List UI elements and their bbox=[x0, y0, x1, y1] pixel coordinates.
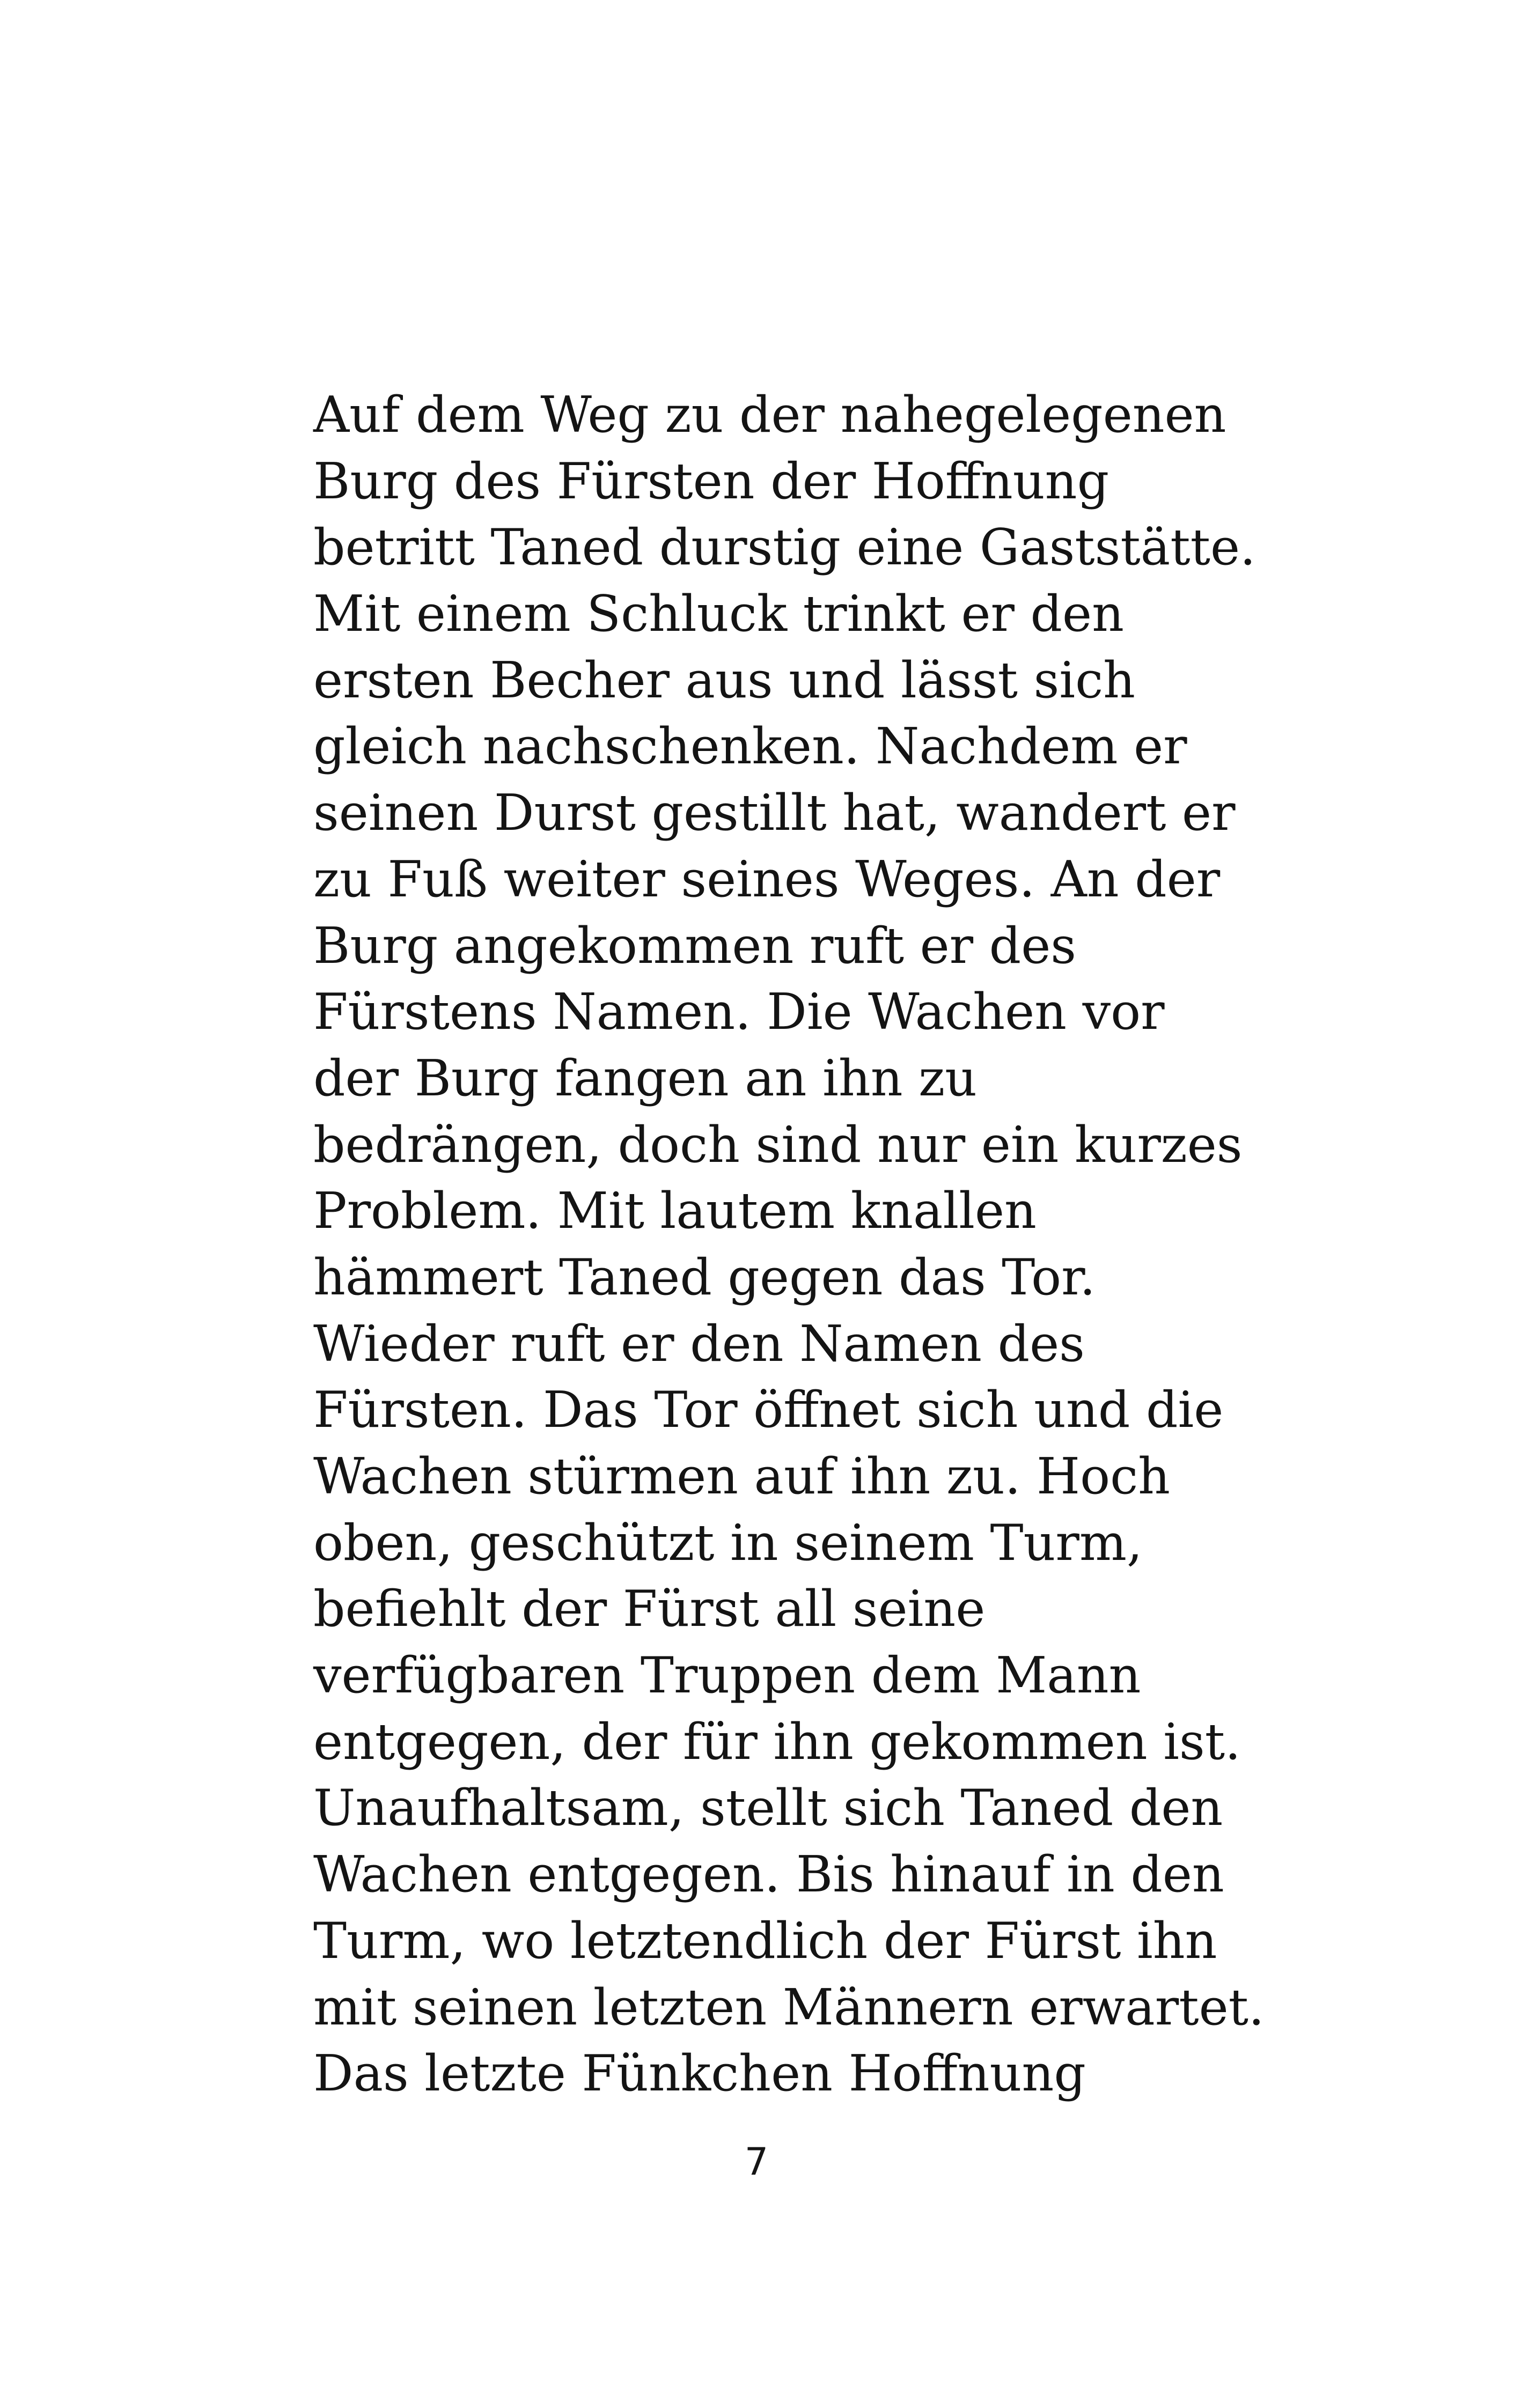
body-text bbox=[313, 382, 1265, 2107]
text-line: Fürsten. Das Tor öffnet sich und die bbox=[313, 1381, 1224, 1439]
text-line: oben, geschützt in seinem Turm, bbox=[313, 1513, 1143, 1572]
page-number: 7 bbox=[744, 2140, 769, 2184]
text-line: Das letzte Fünkchen Hoffnung bbox=[313, 2044, 1086, 2103]
text-line: Mit einem Schluck trinkt er den bbox=[313, 585, 1124, 643]
text-line: gleich nachschenken. Nachdem er bbox=[313, 717, 1187, 776]
text-line: betritt Taned durstig eine Gaststätte. bbox=[313, 518, 1256, 577]
text-line: seinen Durst gestillt hat, wandert er bbox=[313, 784, 1236, 842]
text-line: befiehlt der Fürst all seine bbox=[313, 1580, 986, 1638]
text-line: mit seinen letzten Männern erwartet. bbox=[313, 1978, 1265, 2036]
text-line: Turm, wo letztendlich der Fürst ihn bbox=[313, 1911, 1217, 1970]
text-line: Wachen stürmen auf ihn zu. Hoch bbox=[313, 1447, 1171, 1505]
text-line: ersten Becher aus und lässt sich bbox=[313, 651, 1136, 709]
text-line: Problem. Mit lautem knallen bbox=[313, 1182, 1037, 1240]
text-line: bedrängen, doch sind nur ein kurzes bbox=[313, 1115, 1243, 1174]
text-line: zu Fuß weiter seines Weges. An der bbox=[313, 850, 1221, 908]
text-line: Wieder ruft er den Namen des bbox=[313, 1314, 1085, 1373]
text-line: verfügbaren Truppen dem Mann bbox=[313, 1646, 1141, 1705]
text-line: Wachen entgegen. Bis hinauf in den bbox=[313, 1845, 1224, 1904]
text-line: Auf dem Weg zu der nahegelegenen bbox=[313, 386, 1226, 444]
text-line: Unaufhaltsam, stellt sich Taned den bbox=[313, 1779, 1223, 1837]
text-line: entgegen, der für ihn gekommen ist. bbox=[313, 1712, 1241, 1771]
text-line: Burg des Fürsten der Hoffnung bbox=[313, 452, 1109, 510]
text-line: Fürstens Namen. Die Wachen vor bbox=[313, 983, 1165, 1041]
text-line: der Burg fangen an ihn zu bbox=[313, 1049, 978, 1107]
text-line: hämmert Taned gegen das Tor. bbox=[313, 1248, 1096, 1306]
text-line: Burg angekommen ruft er des bbox=[313, 916, 1076, 975]
